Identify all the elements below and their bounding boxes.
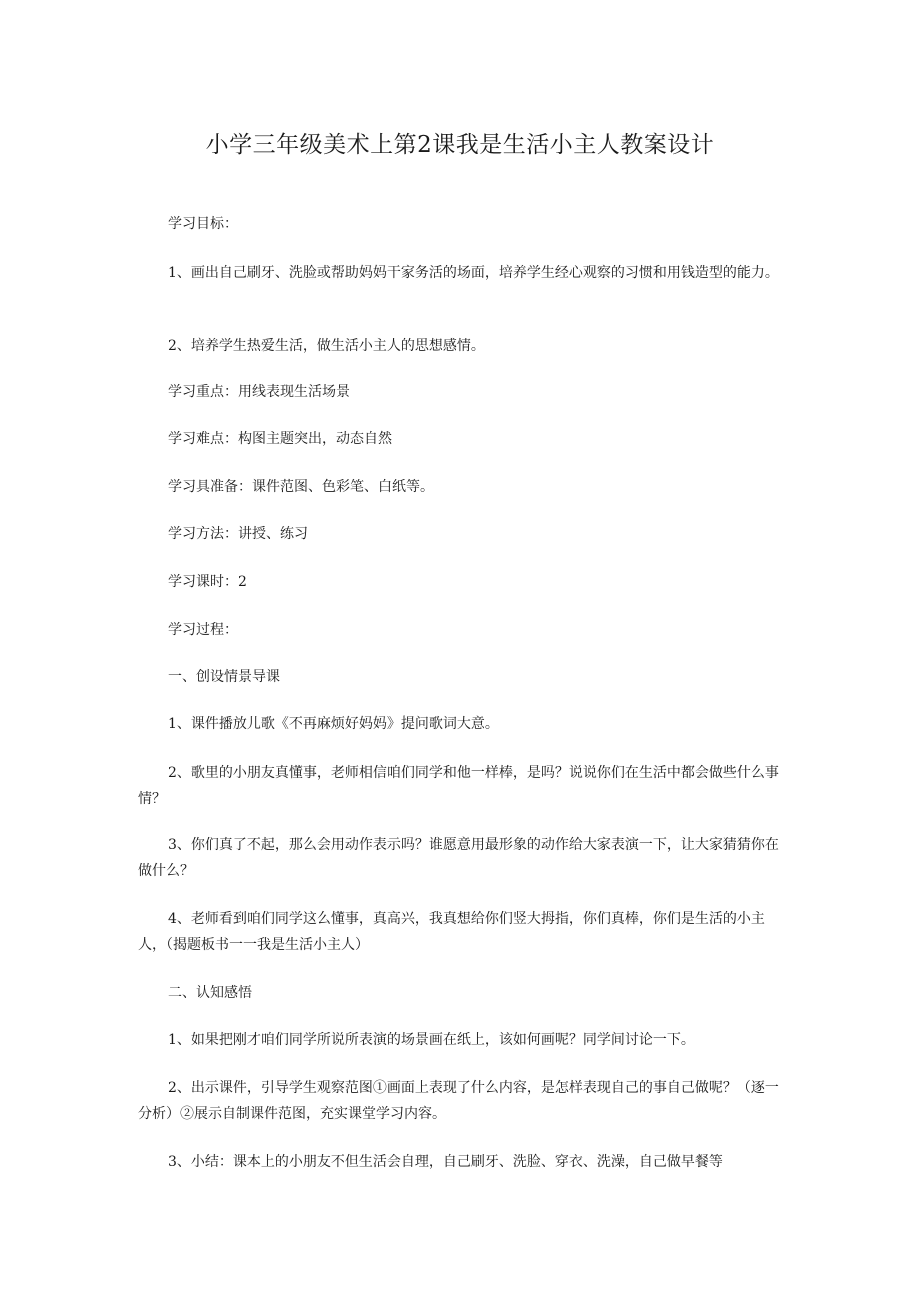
paragraph-materials: 学习具准备：课件范图、色彩笔、白纸等。	[168, 479, 434, 495]
paragraph-goal-2: 2、培养学生热爱生活，做生活小主人的思想感情。	[168, 338, 485, 354]
paragraph-section-2-heading: 二、认知感悟	[168, 985, 252, 1001]
paragraph-section-1-item-2: 2、歌里的小朋友真懂事，老师相信咱们同学和他一样棒，是吗？说说你们在生活中都会做些什么事情？	[138, 765, 779, 807]
paragraph-key-point: 学习重点：用线表现生活场景	[168, 384, 350, 400]
document-title: 小学三年级美术上第2课我是生活小主人教案设计	[205, 132, 715, 158]
paragraph-learning-goals-heading: 学习目标：	[168, 216, 238, 232]
paragraph-lesson-hours: 学习课时：2	[168, 574, 247, 590]
paragraph-section-2-item-3: 3、小结：课本上的小朋友不但生活会自理，自己刷牙、洗脸、穿衣、洗澡，自己做早餐等	[168, 1154, 723, 1170]
paragraph-section-1-heading: 一、创设情景导课	[168, 669, 280, 685]
paragraph-goal-1: 1、画出自己刷牙、洗脸或帮助妈妈干家务活的场面，培养学生经心观察的习惯和用钱造型的能力。	[168, 265, 779, 281]
paragraph-section-2-item-2: 2、出示课件，引导学生观察范图①画面上表现了什么内容，是怎样表现自己的事自己做呢？（逐一分析）②展示自制课件范图，充实课堂学习内容。	[138, 1080, 779, 1122]
paragraph-process-heading: 学习过程：	[168, 622, 238, 638]
paragraph-section-1-item-3: 3、你们真了不起，那么会用动作表示吗？谁愿意用最形象的动作给大家表演一下，让大家猜猜你在做什么？	[138, 837, 779, 879]
paragraph-section-1-item-4: 4、老师看到咱们同学这么懂事，真高兴，我真想给你们竖大拇指，你们真棒，你们是生活的小主人，（揭题板书一一我是生活小主人）	[138, 911, 765, 953]
paragraph-method: 学习方法：讲授、练习	[168, 526, 308, 542]
paragraph-section-2-item-1: 1、如果把刚才咱们同学所说所表演的场景画在纸上，该如何画呢？同学间讨论一下。	[168, 1032, 695, 1048]
paragraph-difficulty: 学习难点：构图主题突出，动态自然	[168, 431, 392, 447]
paragraph-section-1-item-1: 1、课件播放儿歌《不再麻烦好妈妈》提问歌词大意。	[168, 716, 499, 732]
